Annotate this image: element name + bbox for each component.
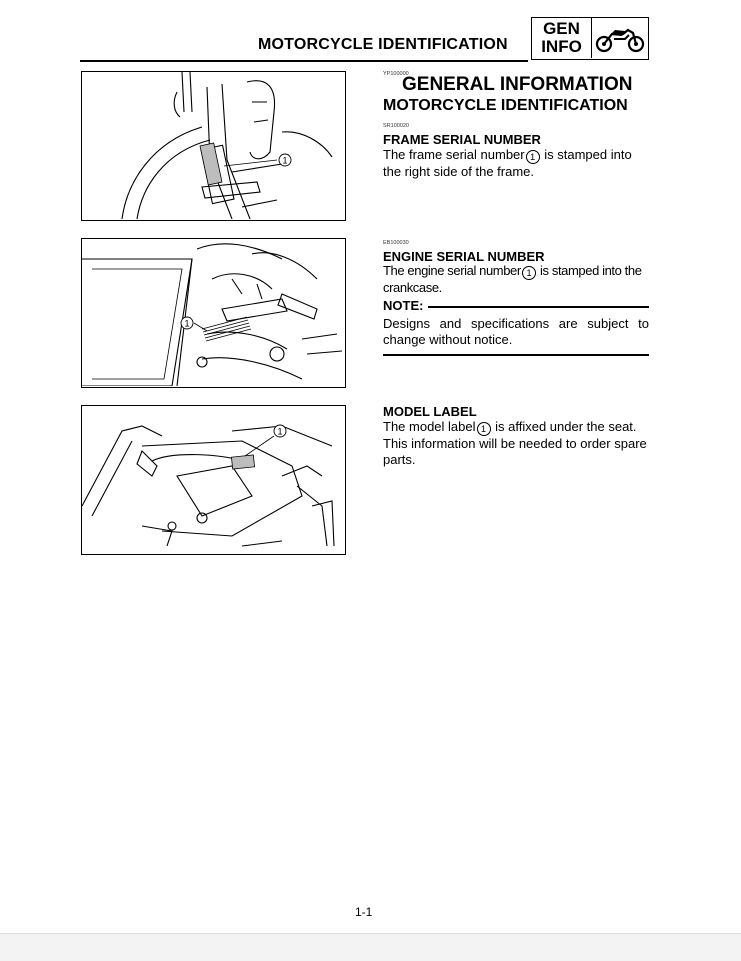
engine-text-before: The engine serial number — [383, 263, 521, 278]
code-engine: EB100030 — [383, 240, 409, 246]
model-text-before: The model label — [383, 419, 476, 434]
motorcycle-icon — [595, 23, 645, 53]
note-label: NOTE: — [383, 298, 424, 313]
engine-serial-figure — [81, 238, 346, 388]
gen-info-label — [532, 18, 592, 58]
engine-callout-label: 1 — [184, 318, 190, 329]
note-end-rule — [383, 354, 649, 356]
seat-illustration — [82, 406, 344, 553]
model-label-figure — [81, 405, 346, 555]
page-number: 1-1 — [355, 905, 373, 919]
engine-text-after: is stamped into the crankcase. — [383, 263, 642, 295]
frame-text-before: The frame serial number — [383, 147, 525, 162]
model-label-heading: MODEL LABEL — [383, 404, 477, 419]
page-title: GENERAL INFORMATION — [402, 74, 633, 95]
model-text-after: is affixed under the seat. This information will be needed to order spare parts. — [383, 419, 647, 467]
code-general: YP100000 — [383, 71, 409, 77]
frame-serial-text — [383, 147, 649, 180]
gen-info-tab — [531, 17, 649, 60]
engine-serial-heading: ENGINE SERIAL NUMBER — [383, 249, 545, 264]
frame-serial-heading: FRAME SERIAL NUMBER — [383, 132, 541, 147]
engine-serial-text — [383, 263, 649, 296]
engine-illustration — [82, 239, 344, 386]
frame-text-after: is stamped into the right side of the frame. — [383, 147, 632, 179]
frame-serial-figure — [81, 71, 346, 221]
header-rule — [80, 60, 528, 62]
model-marker: 1 — [477, 422, 491, 436]
frame-callout-label: 1 — [282, 155, 288, 166]
model-label-text — [383, 419, 649, 468]
engine-marker: 1 — [522, 266, 536, 280]
frame-marker: 1 — [526, 150, 540, 164]
page-subtitle: MOTORCYCLE IDENTIFICATION — [383, 97, 628, 114]
note-rule — [428, 306, 649, 308]
info-label: INFO — [541, 37, 582, 56]
code-frame: SR100020 — [383, 123, 409, 129]
note-text: Designs and specifications are subject to change without notice. — [383, 316, 649, 347]
viewer-bottom-bar — [0, 933, 741, 961]
gen-label: GEN — [543, 19, 580, 38]
frame-illustration — [82, 72, 344, 219]
model-callout-label: 1 — [277, 426, 283, 437]
section-title: MOTORCYCLE IDENTIFICATION — [258, 36, 508, 53]
